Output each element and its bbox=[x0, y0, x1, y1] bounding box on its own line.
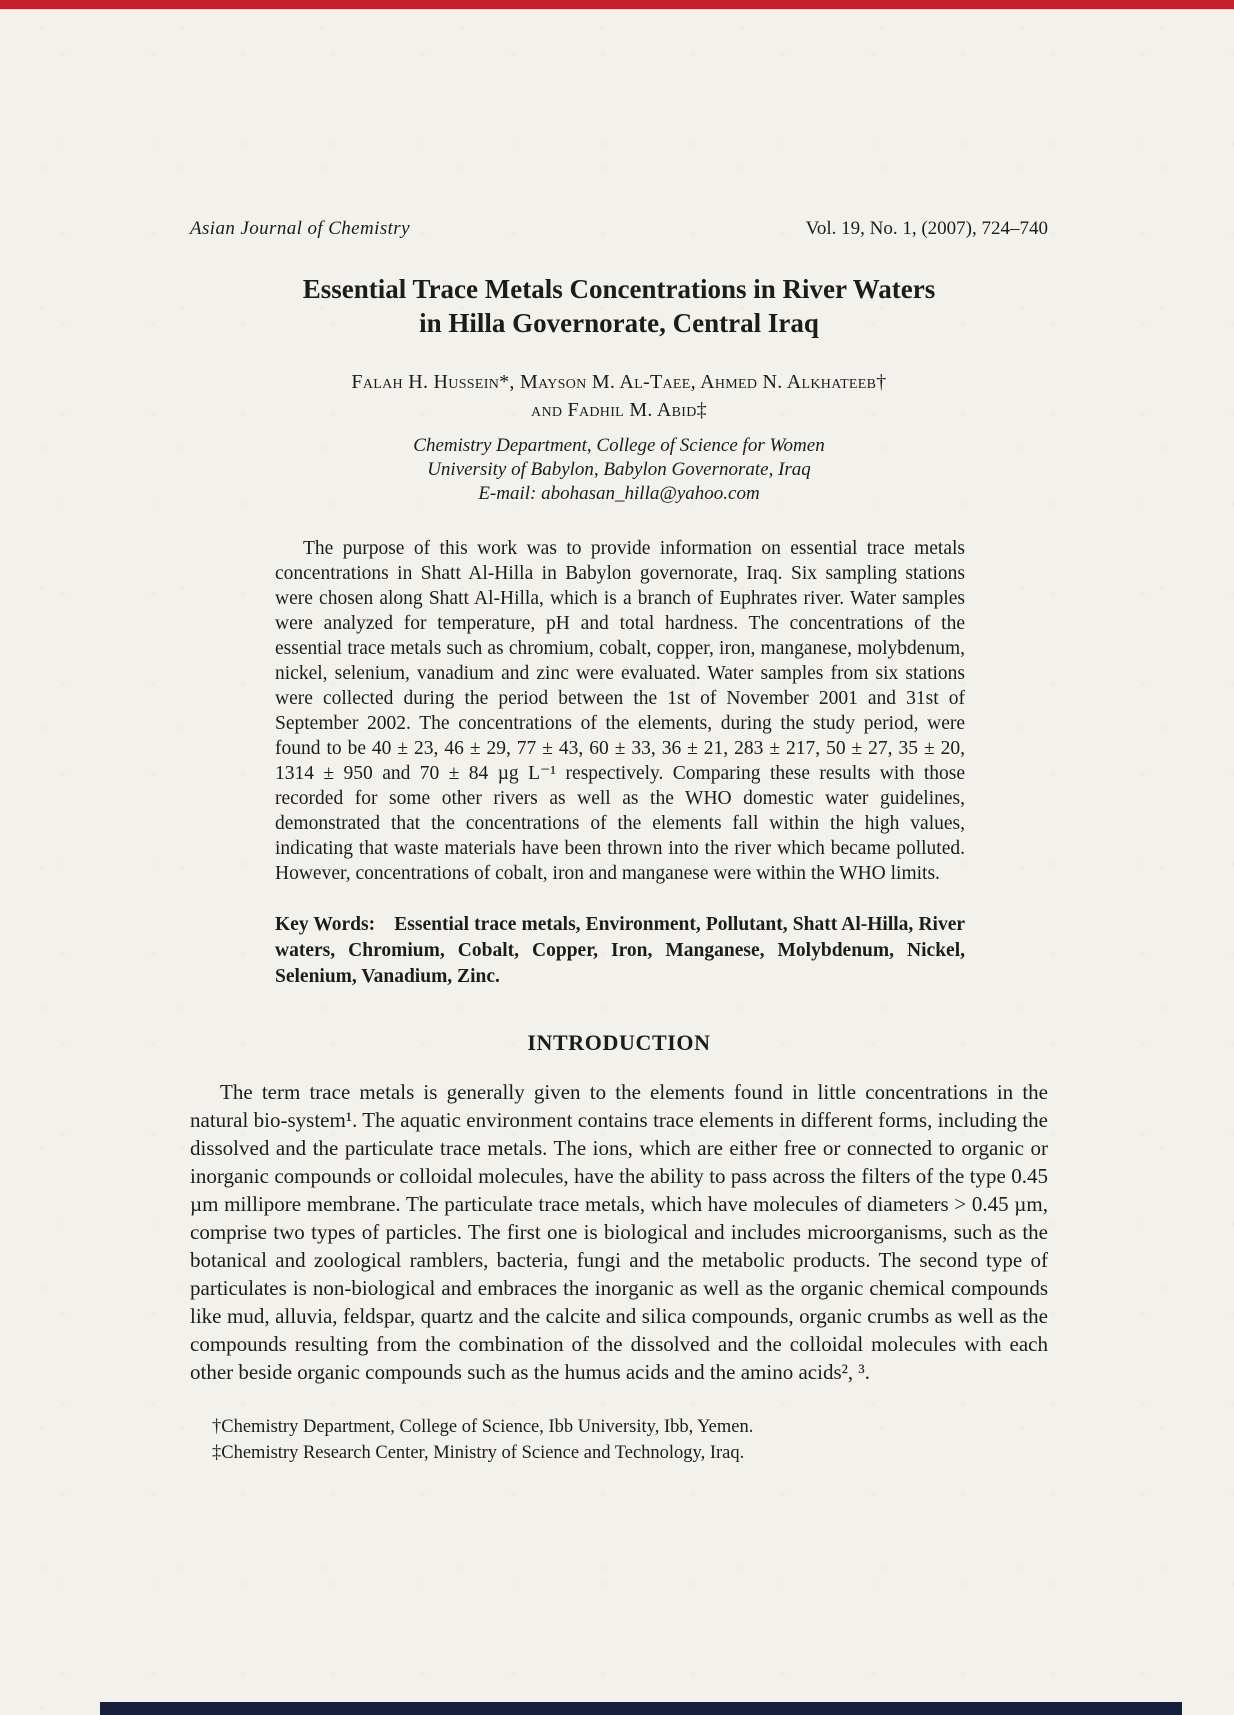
running-header bbox=[190, 218, 1048, 240]
authors-line-1: Falah H. Hussein*, Mayson M. Al-Taee, Ahmed N. Alkhateeb† bbox=[351, 371, 887, 393]
affiliation-email: E-mail: abohasan_hilla@yahoo.com bbox=[478, 483, 760, 504]
keywords-paragraph bbox=[275, 912, 965, 990]
affiliation-university: University of Babylon, Babylon Governorate, Iraq bbox=[427, 459, 811, 480]
bottom-scan-edge-bar bbox=[100, 1702, 1182, 1715]
paper-title bbox=[190, 272, 1048, 340]
top-scan-edge-bar bbox=[0, 0, 1234, 9]
footnote-dagger: †Chemistry Department, College of Science, Ibb University, Ibb, Yemen. bbox=[212, 1417, 754, 1437]
keywords-list: Essential trace metals, Environment, Pollutant, Shatt Al-Hilla, River waters, Chromium, Cobalt, Copper, Iron, Manganese, Molybdenum, Nickel, Selenium, Vanadium, Zinc. bbox=[275, 914, 965, 987]
keywords-label: Key Words: bbox=[275, 914, 376, 935]
affiliation-department: Chemistry Department, College of Science for Women bbox=[413, 435, 825, 456]
authors-line-2: and Fadhil M. Abid‡ bbox=[531, 399, 707, 421]
footnote-double-dagger: ‡Chemistry Research Center, Ministry of Science and Technology, Iraq. bbox=[212, 1443, 745, 1463]
section-heading-introduction: INTRODUCTION bbox=[527, 1030, 711, 1055]
page-content bbox=[190, 218, 1048, 1466]
paper-title-line-1: Essential Trace Metals Concentrations in River Waters bbox=[302, 274, 936, 304]
authors bbox=[190, 368, 1048, 424]
paper-title-line-2: in Hilla Governorate, Central Iraq bbox=[419, 308, 819, 338]
abstract-paragraph: The purpose of this work was to provide information on essential trace metals concentrations in Shatt Al-Hilla in Babylon governorate, Iraq. Six sampling stations were chosen along Shatt Al-Hilla, which is a branch of Euphrates river. Water samples were analyzed for temperature, pH and total hardness. The concentrations of the essential trace metals such as chromium, cobalt, copper, iron, manganese, molybdenum, nickel, selenium, vanadium and zinc were evaluated. Water samples from six stations were collected during the period between the 1st of November 2001 and 31st of September 2002. The concentrations of the elements, during the study period, were found to be 40 ± 23, 46 ± 29, 77 ± 43, 60 ± 33, 36 ± 21, 283 ± 217, 50 ± 27, 35 ± 20, 1314 ± 950 and 70 ± 84 µg L⁻¹ respectively. Comparing these results with those recorded for some other rivers as well as the WHO domestic water guidelines, demonstrated that the concentrations of the elements fall within the high values, indicating that waste materials have been thrown into the river which became polluted. However, concentrations of cobalt, iron and manganese were within the WHO limits. bbox=[275, 538, 965, 884]
footnotes bbox=[190, 1414, 1048, 1466]
journal-name: Asian Journal of Chemistry bbox=[190, 218, 410, 239]
introduction-paragraph: The term trace metals is generally given to the elements found in little concentrations in the natural bio-system¹. The aquatic environment contains trace elements in different forms, including the dissolved and the particulate trace metals. The ions, which are either free or connected to organic or inorganic compounds or colloidal molecules, have the ability to pass across the filters of the type 0.45 µm millipore membrane. The particulate trace metals, which have molecules of diameters > 0.45 µm, comprise two types of particles. The first one is biological and includes microorganisms, such as the botanical and zoological ramblers, bacteria, fungi and the metabolic products. The second type of particulates is non-biological and embraces the inorganic as well as the organic chemical compounds like mud, alluvia, feldspar, quartz and the calcite and silica compounds, organic crumbs as well as the compounds resulting from the combination of the dissolved and the colloidal molecules with each other beside organic compounds such as the humus acids and the amino acids², ³. bbox=[190, 1080, 1048, 1384]
affiliation bbox=[190, 434, 1048, 506]
issue-info: Vol. 19, No. 1, (2007), 724–740 bbox=[805, 218, 1048, 239]
